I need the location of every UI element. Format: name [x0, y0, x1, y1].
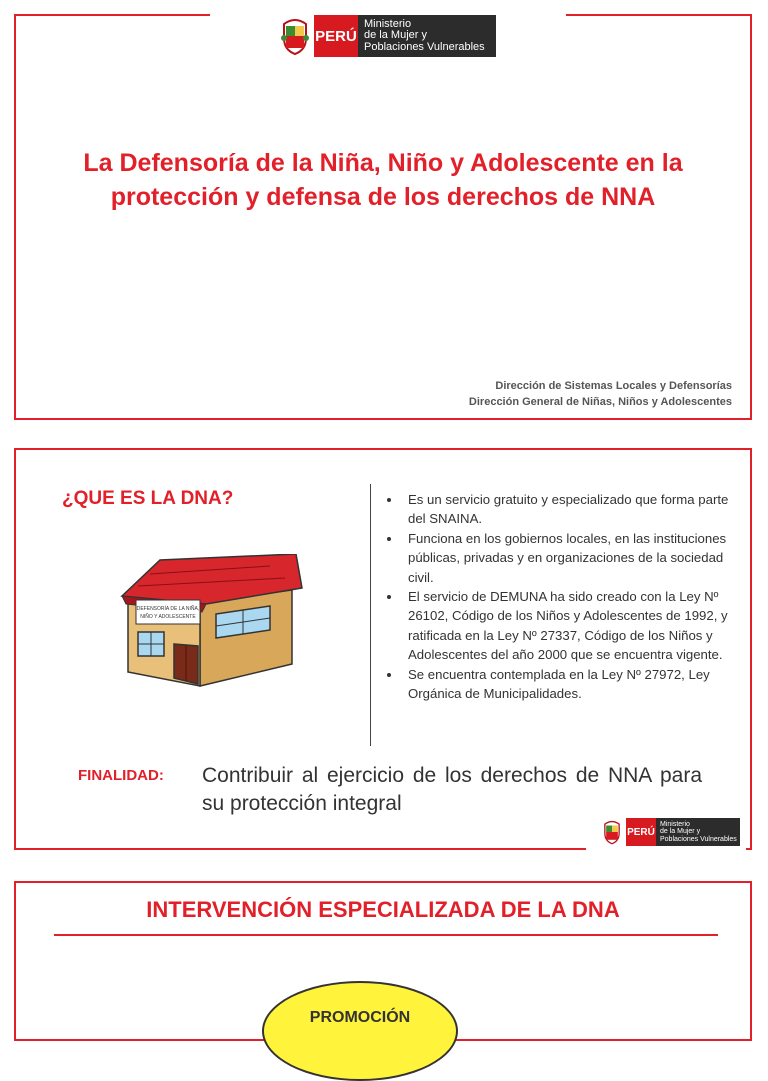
heading-underline — [54, 934, 718, 936]
promocion-ellipse — [262, 981, 458, 1081]
peru-label: PERÚ — [626, 818, 656, 846]
section-heading: ¿QUE ES LA DNA? — [62, 488, 234, 509]
ministry-line: de la Mujer y — [660, 828, 701, 836]
ministry-line: Poblaciones Vulnerables — [660, 835, 737, 843]
house-illustration — [120, 554, 310, 694]
ministry-name — [656, 818, 740, 846]
ministry-logo-small — [586, 812, 746, 852]
ministry-line: Ministerio — [364, 17, 412, 30]
direction-line: Dirección de Sistemas Locales y Defensorías — [495, 380, 732, 392]
ministry-line: de la Mujer y — [364, 29, 427, 42]
finalidad-label: FINALIDAD: — [78, 767, 164, 784]
ministry-line: Ministerio — [660, 820, 690, 828]
dna-bullet-list — [384, 490, 748, 703]
coat-of-arms-icon — [602, 819, 622, 845]
slide-heading: INTERVENCIÓN ESPECIALIZADA DE LA DNA — [146, 897, 620, 922]
column-divider — [370, 484, 371, 746]
slide-intervention — [14, 881, 752, 1041]
house-sign-line: DEFENSORÍA DE LA NIÑA, — [136, 606, 200, 612]
finalidad-block — [78, 762, 708, 818]
ministry-name — [358, 15, 496, 57]
list-item: • Es un servicio gratuito y especializado que forma parte del SNAINA. — [402, 490, 748, 529]
slide-main-title: La Defensoría de la Niña, Niño y Adolescente en la protección y defensa de los derechos de NNA — [83, 149, 683, 211]
slide-what-is-dna — [14, 448, 752, 850]
house-sign-line: NIÑO Y ADOLESCENTE — [140, 614, 196, 620]
list-item: • Se encuentra contemplada en la Ley Nº 27972, Ley Orgánica de Municipalidades. — [402, 665, 748, 704]
peru-label: PERÚ — [314, 15, 358, 57]
coat-of-arms-icon — [280, 16, 310, 56]
direction-line: Dirección General de Niñas, Niños y Adolescentes — [468, 396, 732, 408]
ellipse-label: PROMOCIÓN — [309, 1009, 411, 1026]
ministry-logo — [210, 8, 566, 64]
slide-title — [14, 14, 752, 420]
finalidad-text: Contribuir al ejercicio de los derechos de NNA para su protección integral — [202, 764, 702, 815]
direction-credits — [469, 378, 732, 410]
ministry-line: Poblaciones Vulnerables — [364, 40, 485, 53]
list-item: • El servicio de DEMUNA ha sido creado con la Ley Nº 26102, Código de los Niños y Adolescentes de 1992, y ratificada en la Ley Nº 27337, Código de los Niños y Adolescentes del año 2000 que se encuentra vigente. — [402, 587, 748, 665]
list-item: • Funciona en los gobiernos locales, en las instituciones públicas, privadas y en organizaciones de la sociedad civil. — [402, 529, 748, 587]
